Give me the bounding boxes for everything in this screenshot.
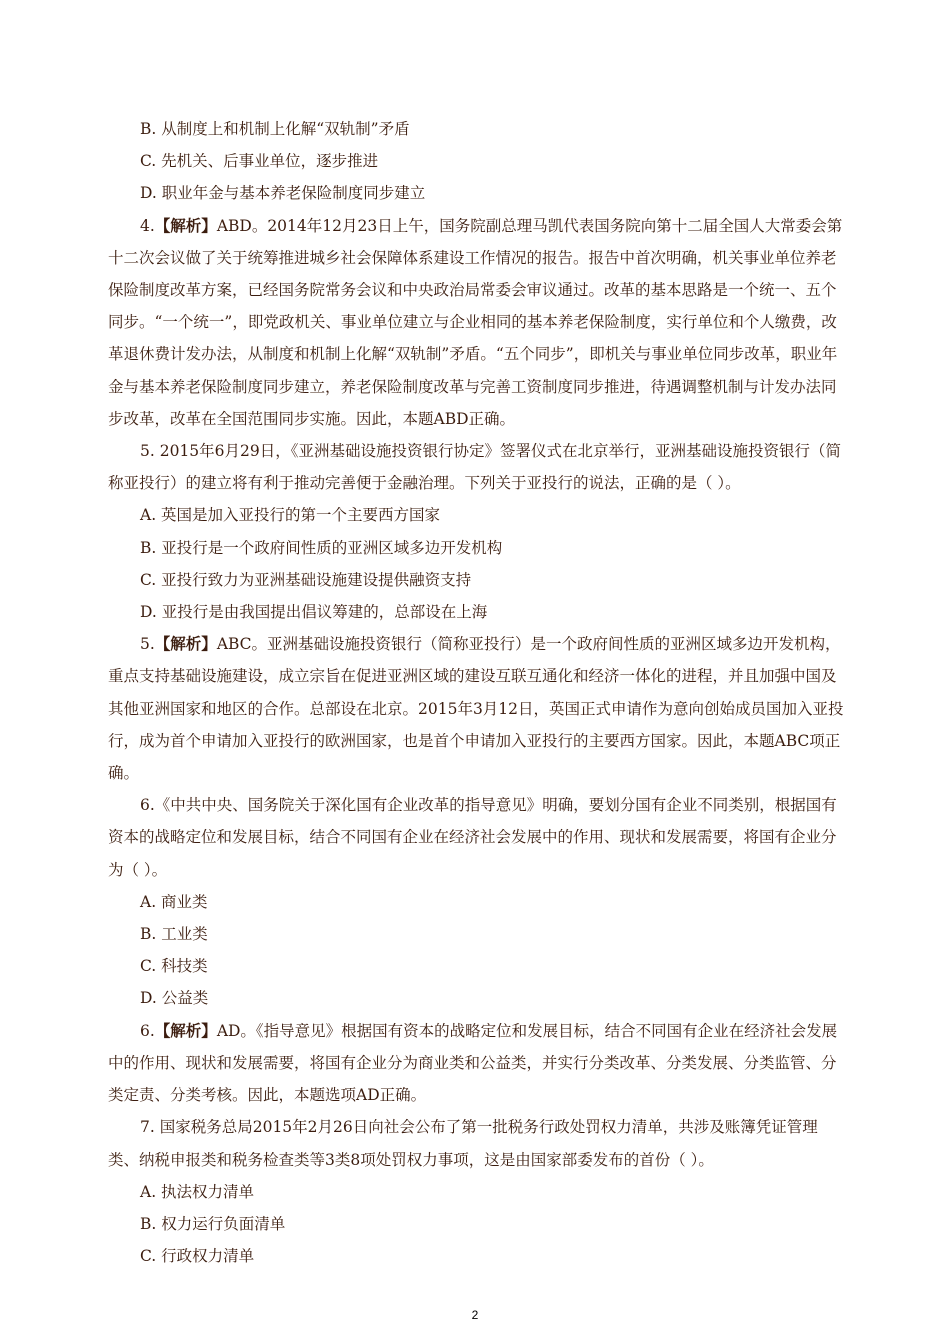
question-6-stem: 6.《中共中央、国务院关于深化国有企业改革的指导意见》明确，要划分国有企业不同类别，根据国有资本的战略定位和发展目标，结合不同国有企业在经济社会发展中的作用、现状和发展需要，将国有企业分为（ ）。 [108, 796, 837, 879]
page-number: 2 [471, 1308, 479, 1322]
answer-4-number: 4. [140, 216, 155, 235]
q3-option-b: B. 从制度上和机制上化解“双轨制”矛盾 [140, 120, 410, 138]
answer-5-tag: 【解析】 [154, 634, 217, 654]
q5-option-d: D. 亚投行是由我国提出倡议筹建的，总部设在上海 [140, 603, 488, 622]
question-7-stem: 7. 国家税务总局2015年2月26日向社会公布了第一批税务行政处罚权力清单，共涉及账簿凭证管理类、纳税申报类和税务检查类等3类8项处罚权力事项，这是由国家部委发布的首份（ ）。 [108, 1118, 818, 1169]
q7-option-a: A. 执法权力清单 [140, 1182, 255, 1201]
answer-6-number: 6. [140, 1021, 155, 1040]
q3-option-c: C. 先机关、后事业单位，逐步推进 [140, 152, 379, 171]
answer-5-text: ABC。亚洲基础设施投资银行（简称亚投行）是一个政府间性质的亚洲区域多边开发机构，重点支持基础设施建设，成立宗旨在促进亚洲区域的建设互联互通化和经济一体化的进程，并且加强中国及其他亚洲国家和地区的合作。总部设在北京。2015年3月12日，英国正式申请作为意向创始成员国加入亚投行，成为首个申请加入亚投行的欧洲国家，也是首个申请加入亚投行的主要西方国家。因此，本题ABC项正确。 [108, 635, 844, 783]
q7-option-c: C. 行政权力清单 [140, 1247, 255, 1266]
q3-option-d: D. 职业年金与基本养老保险制度同步建立 [140, 184, 426, 203]
q6-option-b: B. 工业类 [140, 925, 208, 944]
q7-option-b: B. 权力运行负面清单 [140, 1214, 286, 1233]
question-5-stem: 5. 2015年6月29日，《亚洲基础设施投资银行协定》签署仪式在北京举行，亚洲基础设施投资银行（简称亚投行）的建立将有利于推动完善便于金融治理。下列关于亚投行的说法，正确的是（ ）。 [108, 442, 841, 493]
answer-4-text: ABD。2014年12月23日上午，国务院副总理马凯代表国务院向第十二届全国人大常委会第十二次会议做了关于统筹推进城乡社会保障体系建设工作情况的报告。报告中首次明确，机关事业单位养老保险制度改革方案，已经国务院常务会议和中央政治局常委会审议通过。改革的基本思路是一个统一、五个同步。“一个统一”，即党政机关、事业单位建立与企业相同的基本养老保险制度，实行单位和个人缴费，改革退休费计发办法，从制度和机制上化解“双轨制”矛盾。“五个同步”，即机关与事业单位同步改革，职业年金与基本养老保险制度同步建立，养老保险制度改革与完善工资制度同步推进，待遇调整机制与计发办法同步改革，改革在全国范围同步实施。因此，本题ABD正确。 [108, 216, 843, 428]
answer-6-tag: 【解析】 [154, 1020, 217, 1040]
answer-4 [108, 210, 848, 435]
q6-option-c: C. 科技类 [140, 957, 208, 976]
answer-5-number: 5. [140, 635, 155, 654]
answer-6-text: AD。《指导意见》根据国有资本的战略定位和发展目标，结合不同国有企业在经济社会发展中的作用、现状和发展需要，将国有企业分为商业类和公益类，并实行分类改革、分类发展、分类监管、分类定责、分类考核。因此，本题选项AD正确。 [108, 1021, 838, 1105]
q5-option-a: A. 英国是加入亚投行的第一个主要西方国家 [140, 506, 441, 525]
answer-4-tag: 【解析】 [154, 215, 217, 235]
q6-option-d: D. 公益类 [140, 989, 209, 1008]
q6-option-a: A. 商业类 [140, 892, 208, 911]
q5-option-b: B. 亚投行是一个政府间性质的亚洲区域多边开发机构 [140, 538, 503, 557]
page-content [108, 113, 848, 1272]
answer-6 [108, 1015, 848, 1112]
q5-option-c: C. 亚投行致力为亚洲基础设施建设提供融资支持 [140, 570, 472, 589]
answer-5 [108, 628, 848, 789]
